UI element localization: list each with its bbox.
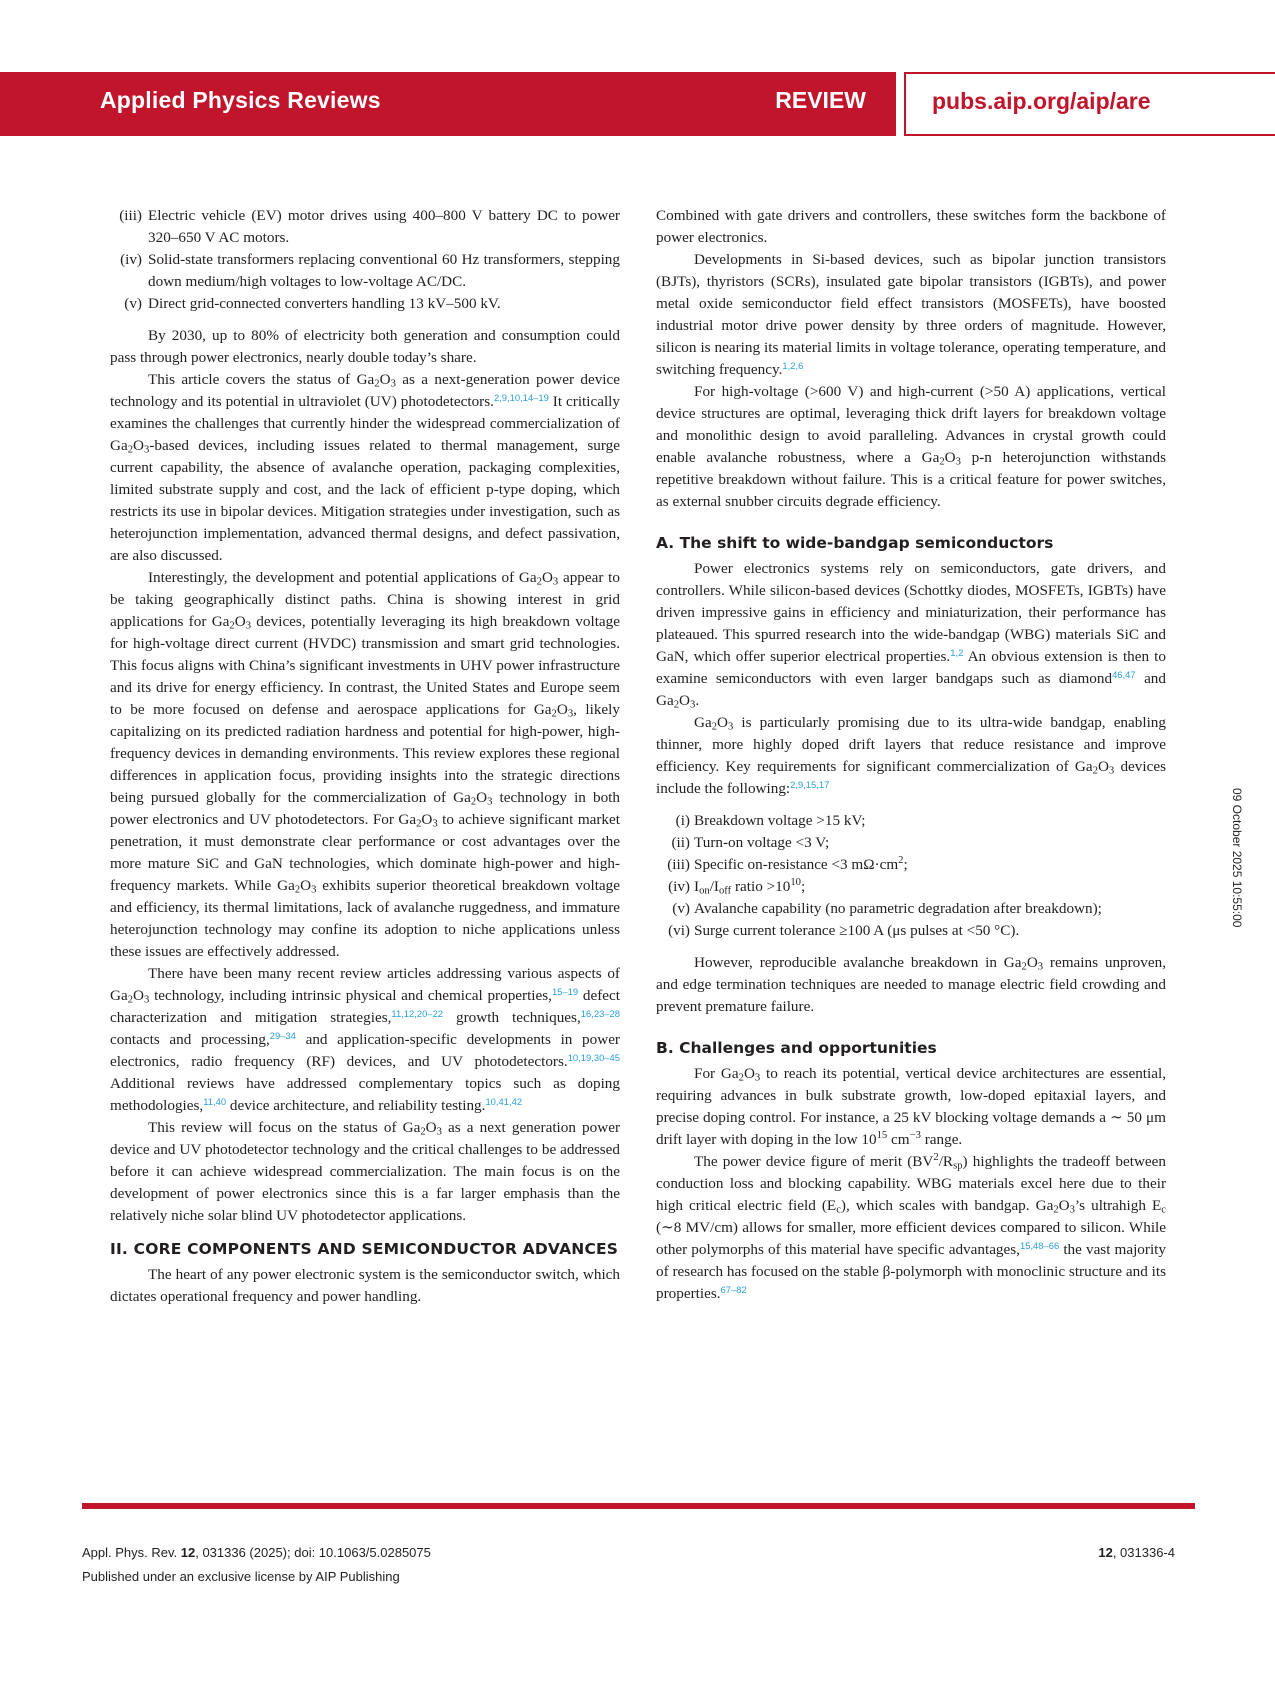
body-paragraph: There have been many recent review articles addressing various aspects of $Ga_2O_3$ technology, including intrinsic physical and chemical properties,$^{15-19}$ defect characterization and mitigation strategies,$^{11,12,20-22}$ growth techniques,$^{16,23-28}$ contacts and processing,$^{29-34}$ and application-specific developments in power electronics, radio frequency (RF) devices, and UV photodetectors.$^{10,19,30-45}$ Additional reviews have addressed complementary topics such as doping methodologies,$^{11,40}$ device architecture, and reliability testing.$^{10,41,42}$ <box>110 965 621 1114</box>
article-type-label: REVIEW <box>775 87 866 113</box>
list-item: (iii) Specific on-resistance <3 $m\Omega\cdot cm^2$; <box>656 854 1166 876</box>
citation-link[interactable]: 46,47 <box>1112 668 1136 680</box>
journal-header <box>0 72 1275 136</box>
challenges-body <box>656 1063 1166 1305</box>
list-item: (v) Direct grid-connected converters handling 13 kV–500 kV. <box>110 293 620 315</box>
citation-link[interactable]: 2,9,10,14–19 <box>493 391 549 403</box>
citation-link[interactable]: 1,2 <box>950 646 964 658</box>
page-number: 12, 031336-4 <box>1098 1545 1175 1560</box>
citation-link[interactable]: 2,9,15,17 <box>790 778 830 790</box>
body-paragraph: $Ga_2O_3$ is particularly promising due to its ultra-wide bandgap, enabling thinner, more highly doped drift layers that reduce resistance and improve efficiency. Key requirements for significant commercialization of $Ga_2O_3$ devices include the following:$^{2,9,15,17}$ <box>656 714 1167 797</box>
section-heading-core-components: II. CORE COMPONENTS AND SEMICONDUCTOR ADVANCES <box>110 1240 619 1258</box>
body-paragraph: Power electronics systems rely on semiconductors, gate drivers, and controllers. While silicon-based devices (Schottky diodes, MOSFETs, IGBTs) have driven impressive gains in efficiency and miniaturization, their performance has plateaued. This spurred research into the wide-bandgap (WBG) materials SiC and GaN, which offer superior electrical properties.$^{1,2}$ An obvious extension is then to examine semiconductors with even larger bandgaps such as diamond$^{46,47}$ and $Ga_2O_3$. <box>656 560 1166 711</box>
list-item: (iii) Electric vehicle (EV) motor drives using 400–800 V battery DC to power 320–650 V AC motors. <box>110 205 620 249</box>
list-number: (ii) <box>671 834 690 851</box>
list-number: (v) <box>124 295 142 312</box>
applications-list <box>110 205 620 315</box>
journal-title: Applied Physics Reviews <box>100 87 381 113</box>
body-paragraph: For $Ga_2O_3$ to reach its potential, vertical device architectures are essential, requiring advances in bulk substrate growth, low-doped epitaxial layers, and precise doping control. For instance, a 25 kV blocking voltage demands a ∼ 50 μm drift layer with doping in the low $10^{15}$ $cm^{-3}$ range. <box>656 1065 1166 1148</box>
footer-license: Published under an exclusive license by AIP Publishing <box>82 1569 400 1584</box>
footer-divider <box>82 1503 1195 1509</box>
body-paragraph: The heart of any power electronic system is the semiconductor switch, which dictates operational frequency and power handling. <box>110 1266 620 1305</box>
right-column <box>656 205 1166 1305</box>
wide-bandgap-body <box>656 558 1166 800</box>
citation-link[interactable]: 29–34 <box>269 1029 296 1041</box>
citation-link[interactable]: 1,2,6 <box>782 359 804 371</box>
left-column <box>110 205 620 1308</box>
body-paragraph: For high-voltage (>600 V) and high-current (>50 A) applications, vertical device structures are optimal, leveraging thick drift layers for breakdown voltage and monolithic design to avoid paralleling. Advances in crystal growth could enable avalanche robustness, where a $Ga_2O_3$ p-n heterojunction withstands repetitive breakdown without failure. This is a critical feature for power switches, as external snubber circuits degrade efficiency. <box>656 383 1166 510</box>
body-paragraph: Developments in Si-based devices, such as bipolar junction transistors (BJTs), thyristors (SCRs), insulated gate bipolar transistors (IGBTs), and power metal oxide semiconductor field effect transistors (MOSFETs), have boosted industrial motor drive power density by three orders of magnitude. However, silicon is nearing its material limits in voltage tolerance, operating temperature, and switching frequency.$^{1,2,6}$ <box>656 251 1166 378</box>
list-number: (iii) <box>119 207 142 224</box>
citation-link[interactable]: 67–82 <box>720 1283 747 1295</box>
list-number: (iv) <box>120 251 142 268</box>
body-paragraph: By 2030, up to 80% of electricity both generation and consumption could pass through power electronics, nearly double today’s share. <box>110 327 620 366</box>
list-number: (i) <box>675 812 690 829</box>
body-paragraph: Combined with gate drivers and controllers, these switches form the backbone of power electronics. <box>656 207 1166 246</box>
citation-link[interactable]: 10,41,42 <box>485 1095 523 1107</box>
body-paragraph: Interestingly, the development and potential applications of $Ga_2O_3$ appear to be taking geographically distinct paths. China is showing interest in grid applications for $Ga_2O_3$ devices, potentially leveraging its high breakdown voltage for high-voltage direct current (HVDC) transmission and smart grid technologies. This focus aligns with China’s significant investments in UHV power infrastructure and its drive for energy efficiency. In contrast, the United States and Europe seem to be more focused on defense and aerospace applications for $Ga_2O_3$, likely capitalizing on its predicted radiation hardness and potential for high-power, high-frequency devices in demanding environments. This review explores these regional differences in application focus, providing insights into the strategic directions being pursued globally for the commercialization of $Ga_2O_3$ technology in both power electronics and UV photodetectors. For $Ga_2O_3$ to achieve significant market penetration, it must demonstrate clear performance or cost advantages over the more mature SiC and GaN technologies, which dominate high-power and high-frequency markets. While $Ga_2O_3$ exhibits superior theoretical breakdown voltage and efficiency, its thermal limitations, lack of avalanche ruggedness, and immature heterojunction technology may confine its adoption to niche applications unless these issues are effectively addressed. <box>110 569 620 960</box>
header-red-band <box>0 72 896 136</box>
list-item: (vi) Surge current tolerance ≥100 A (μs pulses at <50 °C). <box>656 920 1166 942</box>
subsection-heading-wide-bandgap: A. The shift to wide-bandgap semiconductors <box>656 534 1054 552</box>
subsection-heading-challenges: B. Challenges and opportunities <box>656 1039 937 1057</box>
right-body-top <box>656 205 1166 513</box>
left-body <box>110 325 620 1227</box>
journal-url-link[interactable]: pubs.aip.org/aip/are <box>932 88 1151 114</box>
citation-link[interactable]: 10,19,30–45 <box>567 1051 620 1063</box>
list-number: (v) <box>672 900 690 917</box>
footer-citation-block <box>82 1545 431 1593</box>
list-item: (i) Breakdown voltage >15 kV; <box>656 810 1166 832</box>
body-paragraph: The power device figure of merit $(BV^2/R_{sp})$ highlights the tradeoff between conduction loss and blocking capability. WBG materials excel here due to their high critical electric field $(E_c)$, which scales with bandgap. $Ga_2O_3’s$ ultrahigh $E_c$ (∼8 MV/cm) allows for smaller, more efficient devices compared to silicon. While other polymorphs of this material have specific advantages,$^{15,48-66}$ the vast majority of research has focused on the stable β-polymorph with monoclinic structure and its properties.$^{67-82}$ <box>656 1152 1166 1302</box>
list-number: (iii) <box>667 856 690 873</box>
list-item: (ii) Turn-on voltage <3 V; <box>656 832 1166 854</box>
list-item: (v) Avalanche capability (no parametric degradation after breakdown); <box>656 898 1166 920</box>
requirements-list <box>656 810 1166 942</box>
body-paragraph: This review will focus on the status of $Ga_2O_3$ as a next generation power device and UV photodetector technology and the critical challenges to be addressed before it can achieve widespread commercialization. The main focus is on the development of power electronics since this is a far larger emphasis than the relatively niche solar blind UV photodetector applications. <box>110 1119 620 1224</box>
footer-citation[interactable]: Appl. Phys. Rev. 12, 031336 (2025); doi: 10.1063/5.0285075 <box>82 1545 431 1560</box>
journal-url-box[interactable] <box>904 72 1275 136</box>
citation-link[interactable]: 16,23–28 <box>580 1007 620 1019</box>
body-paragraph: This article covers the status of $Ga_2O_3$ as a next-generation power device technology and its potential in ultraviolet (UV) photodetectors.$^{2,9,10,14-19}$ It critically examines the challenges that currently hinder the widespread commercialization of $Ga_2O_3$-based devices, including issues related to thermal management, surge current capability, the absence of avalanche operation, packaging complexities, limited substrate supply and cost, and the lack of efficient p-type doping, which restricts its use in bipolar devices. Mitigation strategies under investigation, such as heterojunction implementation, advanced thermal designs, and defect passivation, are also discussed. <box>110 371 620 564</box>
citation-link[interactable]: 11,12,20–22 <box>391 1007 444 1019</box>
citation-link[interactable]: 15,48–66 <box>1019 1239 1060 1251</box>
citation-link[interactable]: 15–19 <box>551 985 579 997</box>
body-paragraph: However, reproducible avalanche breakdown in $Ga_2O_3$ remains unproven, and edge termination techniques are needed to manage electric field crowding and prevent premature failure. <box>656 954 1167 1015</box>
citation-link[interactable]: 11,40 <box>203 1095 227 1107</box>
list-number: (iv) <box>668 878 690 895</box>
list-item: (iv) $I_{on}/I_{off}$ ratio $>10^{10}$; <box>656 876 1166 898</box>
list-item: (iv) Solid-state transformers replacing conventional 60 Hz transformers, stepping down medium/high voltages to low-voltage AC/DC. <box>110 249 620 293</box>
list-number: (vi) <box>668 922 690 939</box>
